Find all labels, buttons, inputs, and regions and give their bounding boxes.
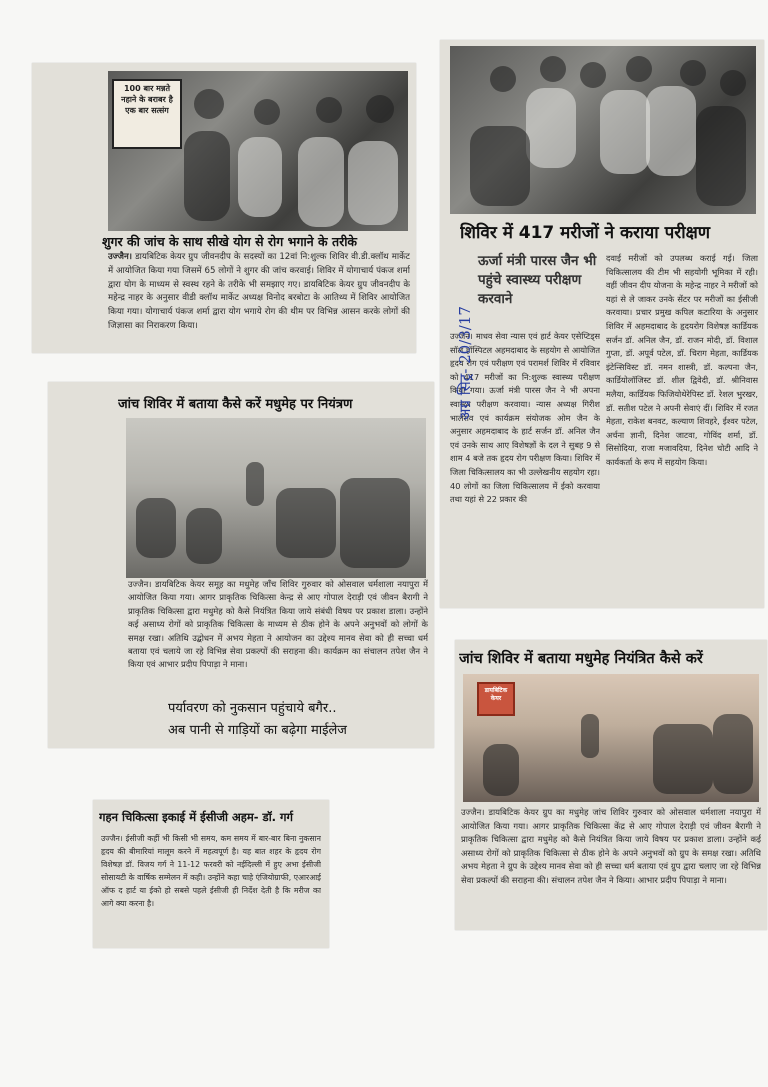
clip3-footer-line2: अब पानी से गाड़ियों का बढ़ेगा माईलेज [168, 723, 347, 738]
clip4-banner: डायबिटिक केयर [477, 682, 515, 716]
clip4-photo [463, 674, 759, 802]
clip1-caption: शुगर की जांच के साथ सीखे योग से रोग भगाने के तरीके [102, 234, 358, 249]
clip1-photo [108, 71, 408, 231]
clip2-subhead: ऊर्जा मंत्री पारस जैन भी पहुंचे स्वास्थ्य परीक्षण करवाने [478, 253, 597, 307]
clip2-col1: उज्जैन। माधव सेवा न्यास एवं हार्ट केयर एसेप्टिड्स सॉल हॉस्पिटल अहमदाबाद के सहयोग से आयोजित हृदय रोग एवं परीक्षण एवं परामर्श शिविर में रविवार को 417 मरीजों का नि:शुल्क स्वास्थ्य परीक्षण किया गया। ऊर्जा मंत्री पारस जैन ने भी अपना स्वास्थ्य परीक्षण करवाया। न्यास अध्यक्ष गिरीश भालेराव एवं कार्यक्रम संयोजक ओम जैन के अनुसार अहमदाबाद के हार्ट सर्जन डॉ. अनिल जैन एवं उनके साथ आए विशेषज्ञों के दल ने सुबह 9 से शाम 4 बजे तक हृदय रोग परीक्षण किया। शिविर में जिला चिकित्सालय का भी उल्लेखनीय सहयोग रहा। 40 लोगों का जिला चिकित्सालय में ईको करवाया तथा यहां से 22 प्रकार की [450, 331, 600, 505]
clip5-headline: गहन चिकित्सा इकाई में ईसीजी अहम- डॉ. गर्ग [99, 810, 294, 824]
clip1-poster: 100 बार मन्नते नहाने के बराबर है एक बार सत्संग [112, 79, 182, 149]
clip3-footer-line1: पर्यावरण को नुकसान पहुंचाये बगैर.. [168, 701, 337, 716]
clipping-yoga-sugar-camp [32, 63, 416, 353]
clip2-col2: दवाई मरीजों को उपलब्ध कराई गई। जिला चिकित्सालय की टीम भी सहयोगी भूमिका में रही। वहीं जीवन दीप योजना के महेन्द्र नाहर ने मरीजों को यहां से ले जाकर उनके सेंटर पर मरीजों का ईसीजी करवाया। प्रचार प्रमुख कपिल कटारिया के अनुसार शिविर में अहमदाबाद के हृदयरोग विशेषज्ञ कार्डियक सर्जन डॉ. अनिल जैन, डॉ. राजन मोदी, डॉ. विशाल गुप्ता, डॉ. अपूर्व पटेल, डॉ. चिराग मेहता, कार्डियक इंटेन्सिविस्ट डॉ. नमन शास्त्री, डॉ. कल्पना जैन, कार्डियोलॉजिस्ट डॉ. शील द्विवेदी, डॉ. श्रीनिवास मलैया, कार्डियक फिजियोथेरेपिस्ट डॉ. रेशल भुरखर, डॉ. सतीश पटेल ने अपनी सेवाएं दीं। शिविर में रजत मेहता, राकेश बनवट, कल्याण शिवहरे, ईश्वर पटेल, अर्चना ज्ञानी, दिनेश जाटवा, गोविंद शर्मा, डॉ. सिसोदिया, राजा मजावदिया, दिनेश चोटी आदि ने कार्यकर्ता के रूप में सहयोग किया। [606, 253, 758, 467]
clipping-diabetes-control-2 [455, 640, 767, 930]
clip5-body: उज्जैन। ईसीजी कहीं भी किसी भी समय, कम समय में बार-बार बिना नुकसान हृदय की बीमारियां मालूम करने में महत्वपूर्ण है। यह बात शहर के हृदय रोग विशेषज्ञ डॉ. विजय गर्ग ने 11-12 फरवरी को नईदिल्ली में हुए अभा ईसीजी सोसायटी के वार्षिक सम्मेलन में कही। उन्होंने कहा चाहे एंजियोग्राफी, एआरआई ऑफ द हार्ट या ईको हो सबसे पहले ईसीजी ही निर्देश देती है कि मरीज का आगे क्या करना है। [101, 834, 321, 908]
clip2-headline: शिविर में 417 मरीजों ने कराया परीक्षण [460, 223, 711, 243]
clipping-ecg-important [93, 800, 329, 948]
clipping-417-patients [440, 40, 764, 608]
clip4-body: उज्जैन। डायबिटिक केयर ग्रुप का मधुमेह जांच शिविर गुरुवार को ओसवाल धर्मशाला नयापुरा में आयोजित किया गया। आगर प्राकृतिक चिकित्सा केंद्र से आए गोपाल देराड़ी एवं जीवन बैरागी ने प्राकृतिक चिकित्सा द्वारा मधुमेह को कैसे नियंत्रित किया जाये विषय पर प्रकाश डाला। उन्होंने कई असाध्य रोगों को प्राकृतिक चिकित्सा से ठीक होने के अपने अनुभवों को ग्रुप के समक्ष रखा। अतिथि अभय मेहता ने ग्रुप के उद्देश्य मानव सेवा को ही सच्चा धर्म बताया एवं ग्रुप द्वारा चलाए जा रहे विभिन्न सेवा प्रकल्पों की सराहना की। संचालन तपेश जैन ने किया। आभार प्रदीप पिपाड़ा ने माना। [461, 807, 761, 885]
clipping-diabetes-control [48, 382, 434, 748]
clip2-photo [450, 46, 756, 214]
handwritten-date-signature: अग्र सिट्र- 20/3/17 [456, 306, 474, 420]
clip3-headline: जांच शिविर में बताया कैसे करें मधुमेह पर नियंत्रण [118, 397, 353, 412]
clip1-body: उज्जैन। डायबिटिक केयर ग्रुप जीवनदीप के सदस्यों का 12वां नि:शुल्क शिविर वी.डी.क्लॉथ मार्केट में आयोजित किया गया जिसमें 65 लोगों ने शुगर की जांच करवाई। शिविर में योगाचार्य पंकज शर्मा द्वारा योग के माध्यम से स्वस्थ रहने के तरीके भी समझाए गए। डायबिटिक केयर ग्रुप जीवनदीप के महेन्द्र नाहर के अनुसार वीडी क्लॉथ मार्केट अध्यक्ष विनोद बरबोटा के आतिथ्य में शिविर आयोजित किया गया। योगाचार्य पंकज शर्मा द्वारा योग भगाये रोग की थीम पर विभिन्न आसन करके लोगों की जिज्ञासा का निराकरण किया। [108, 252, 410, 331]
clip3-body: उज्जैन। डायबिटिक केयर समूह का मधुमेह जाँच शिविर गुरुवार को ओसवाल धर्मशाला नयापुरा में आयोजित किया गया। आगर प्राकृतिक चिकित्सा केन्द्र से आए गोपाल देराड़ी एवं जीवन बैरागी ने प्राकृतिक चिकित्सा द्वारा मधुमेह को कैसे नियंत्रित किया जाये संबंधी विषय पर प्रकाश डाला। उन्होंने कई असाध्य रोगों को प्राकृतिक चिकित्सा के माध्यम से ठीक होने के अपने अनुभवों को लोगों के समक्ष रखा। अतिथि उद्बोधन में अभय मेहता ने आयोजन का उद्देश्य मानव सेवा को ही सच्चा धर्म बताया एवं चलाये जा रहे विभिन्न सेवा प्रकल्पों की सराहना की। कार्यक्रम का संचालन तपेश जैन ने किया एवं आभार प्रदीप पिपाड़ा ने माना। [128, 579, 428, 670]
clip3-photo [126, 418, 426, 578]
clip4-headline: जांच शिविर में बताया मधुमेह नियंत्रित कैसे करें [459, 651, 703, 667]
